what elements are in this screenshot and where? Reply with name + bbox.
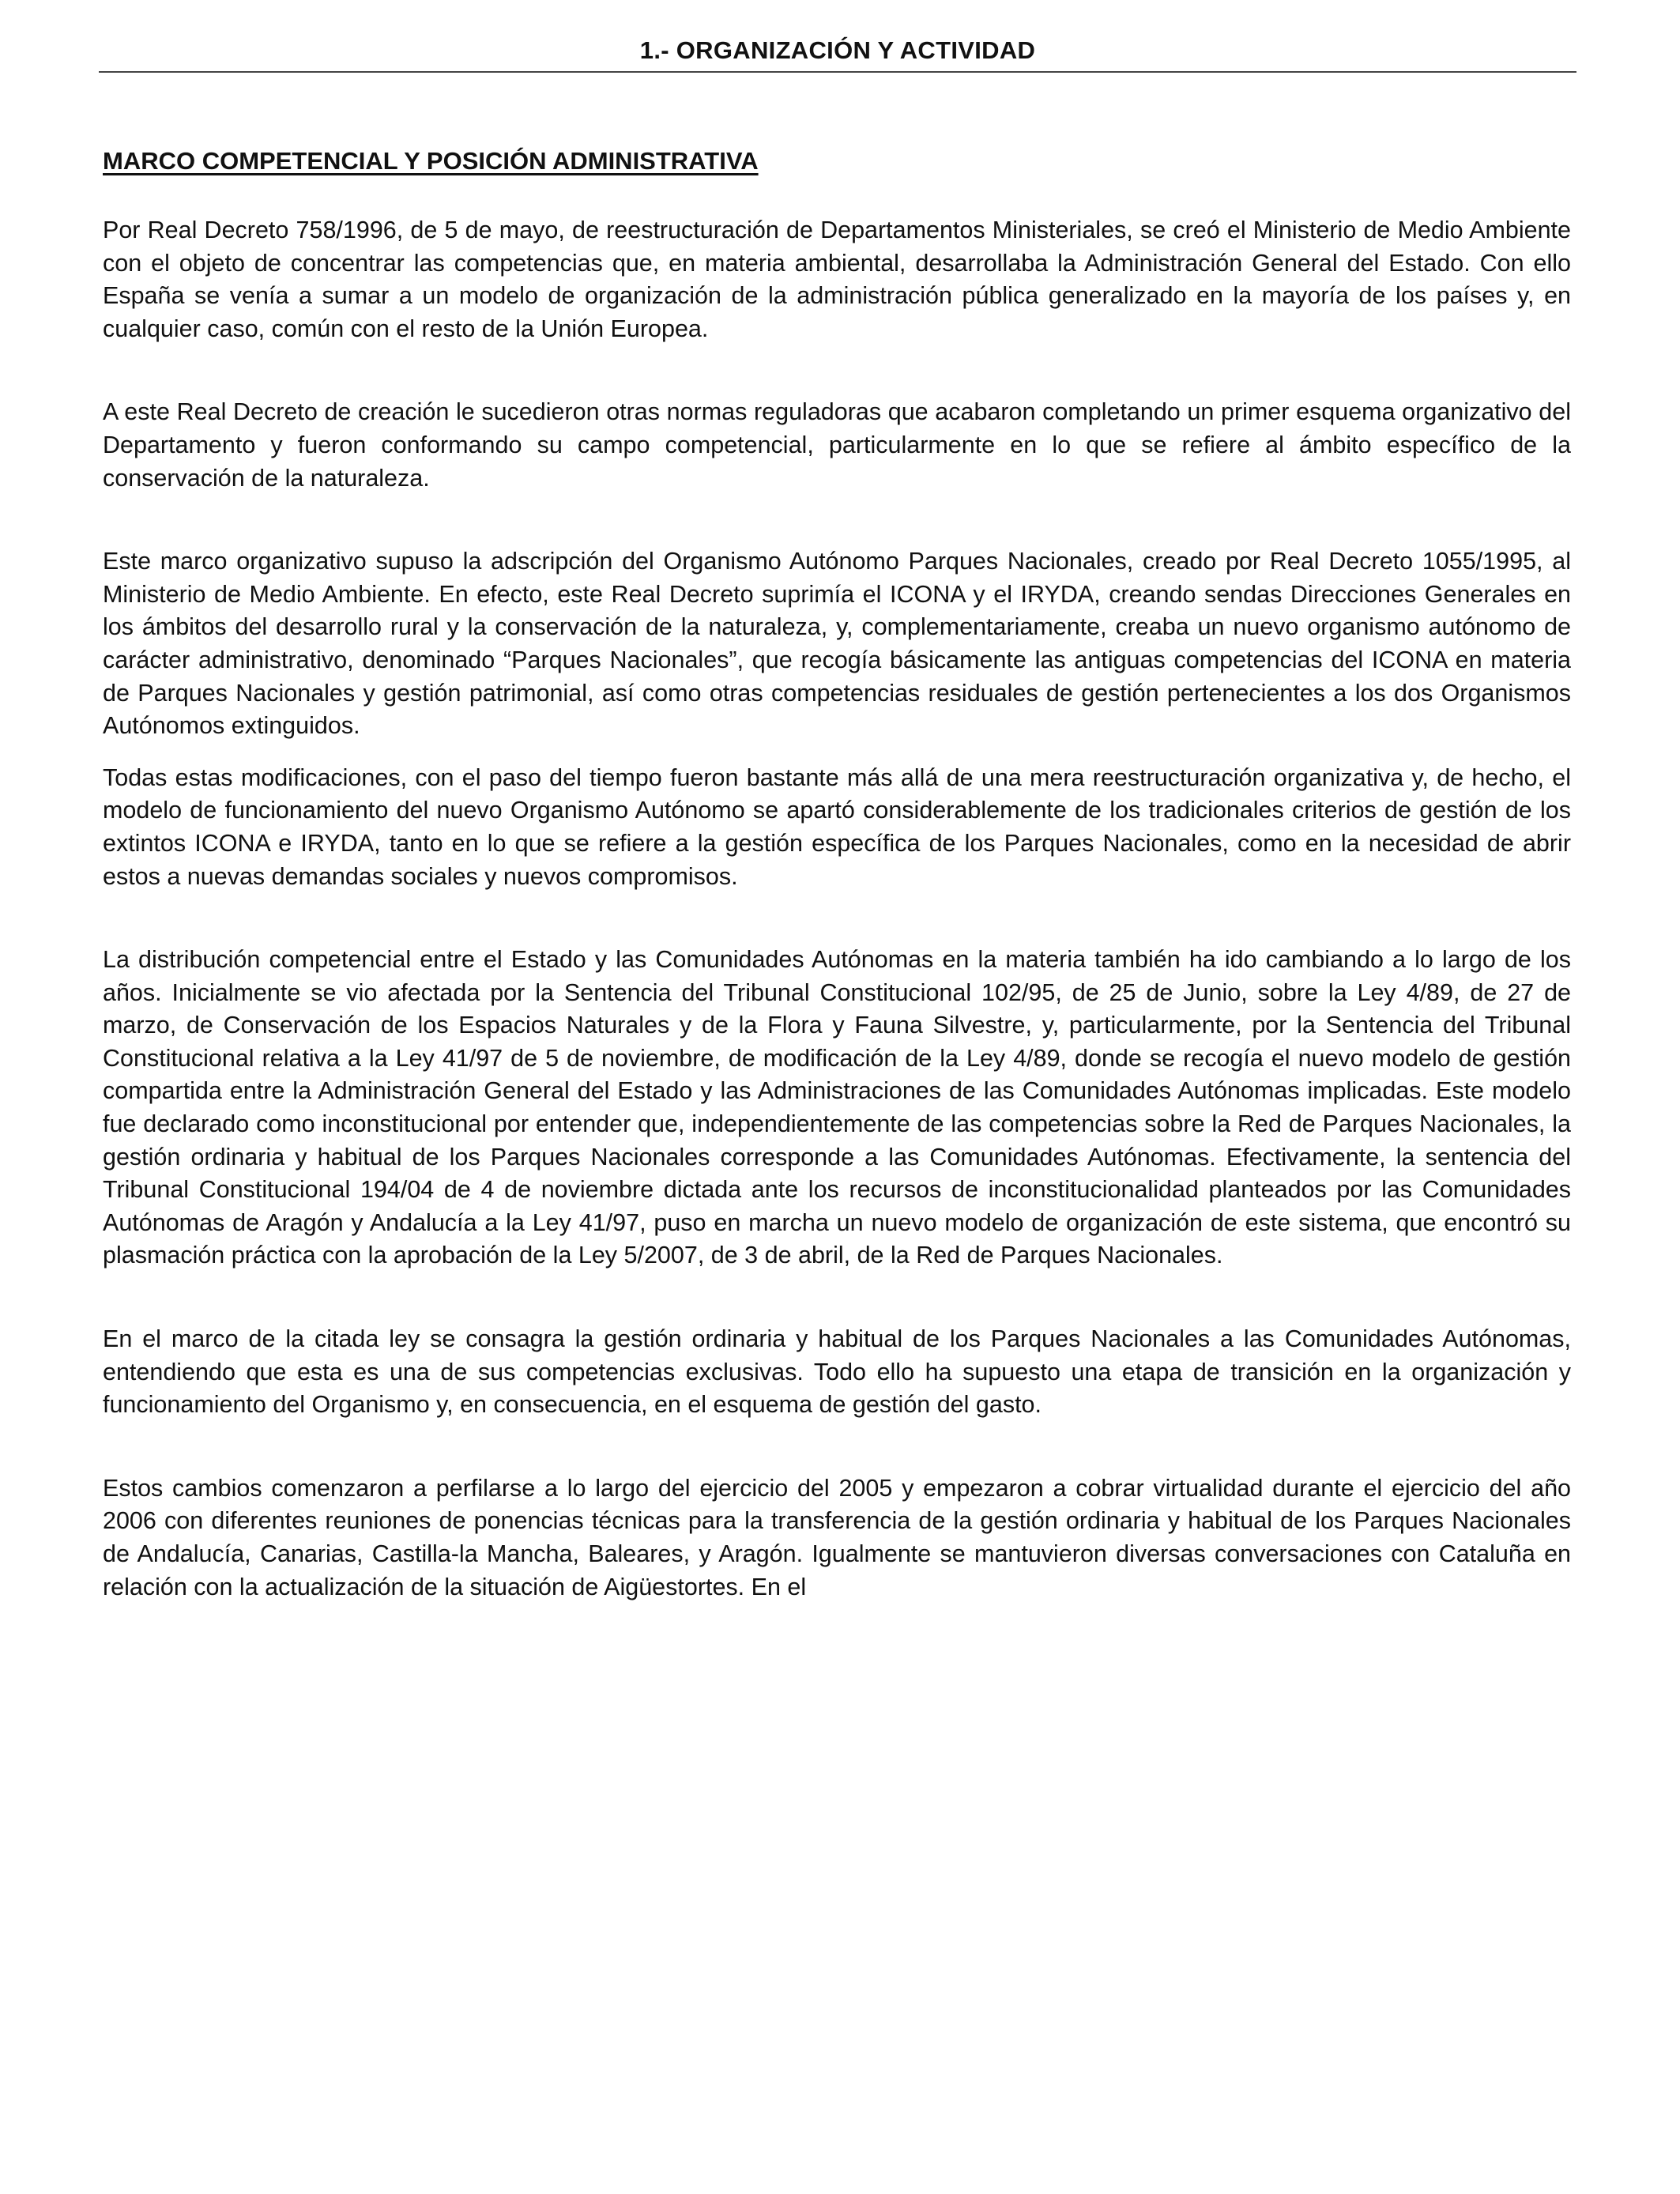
page-title: 1.- ORGANIZACIÓN Y ACTIVIDAD <box>639 36 1036 64</box>
paragraph-marco-ley: En el marco de la citada ley se consagra la gestión ordinaria y habitual de los Parques Nacionales a las Comunidades Autónomas, entendiendo que esta es una de sus competencias exclusivas. Todo ello ha supuesto una etapa de transición en la organización y funcionamiento del Organismo y, en consecuencia, en el esquema de gestión del gasto. <box>103 1325 1571 1419</box>
paragraph-modificaciones: Todas estas modificaciones, con el paso del tiempo fueron bastante más allá de una mera reestructuración organizativa y, de hecho, el modelo de funcionamiento del nuevo Organismo Autónomo se apartó considerablemente de los tradicionales criterios de gestión de los extintos ICONA e IRYDA, tanto en lo que se refiere a la gestión específica de los Parques Nacionales, como en la necesidad de abrir estos a nuevas demandas sociales y nuevos compromisos. <box>103 763 1571 890</box>
paragraph-cambios-2005: Estos cambios comenzaron a perfilarse a lo largo del ejercicio del 2005 y empezaron a cobrar virtualidad durante el ejercicio del año 2006 con diferentes reuniones de ponencias técnicas para la transferencia de la gestión ordinaria y habitual de los Parques Nacionales de Andalucía, Canarias, Castilla-la Mancha, Baleares, y Aragón. Igualmente se mantuvieron diversas conversaciones con Cataluña en relación con la actualización de la situación de Aigüestortes. En el <box>103 1474 1571 1600</box>
paragraph-distribucion-competencial: La distribución competencial entre el Estado y las Comunidades Autónomas en la materia también ha ido cambiando a lo largo de los años. Inicialmente se vio afectada por la Sentencia del Tribunal Constitucional 102/95, de 25 de Junio, sobre la Ley 4/89, de 27 de marzo, de Conservación de los Espacios Naturales y de la Flora y Fauna Silvestre, y, particularmente, por la Sentencia del Tribunal Constitucional relativa a la Ley 41/97 de 5 de noviembre, de modificación de la Ley 4/89, donde se recogía el nuevo modelo de gestión compartida entre la Administración General del Estado y las Administraciones de las Comunidades Autónomas implicadas. Este modelo fue declarado como inconstitucional por entender que, independientemente de las competencias sobre la Red de Parques Nacionales, la gestión ordinaria y habitual de los Parques Nacionales corresponde a las Comunidades Autónomas. Efectivamente, la sentencia del Tribunal Constitucional 194/04 de 4 de noviembre dictada ante los recursos de inconstitucionalidad planteados por las Comunidades Autónomas de Aragón y Andalucía a la Ley 41/97, puso en marcha un nuevo modelo de organización de este sistema, que encontró su plasmación práctica con la aprobación de la Ley 5/2007, de 3 de abril, de la Red de Parques Nacionales. <box>103 946 1571 1269</box>
paragraph-marco-organizativo: Este marco organizativo supuso la adscripción del Organismo Autónomo Parques Nacionales, creado por Real Decreto 1055/1995, al Ministerio de Medio Ambiente. En efecto, este Real Decreto suprimía el ICONA y el IRYDA, creando sendas Direcciones Generales en los ámbitos del desarrollo rural y la conservación de la naturaleza, y, complementariamente, creaba un nuevo organismo autónomo de carácter administrativo, denominado “Parques Nacionales”, que recogía básicamente las antiguas competencias del ICONA en materia de Parques Nacionales y gestión patrimonial, así como otras competencias residuales de gestión pertenecientes a los dos Organismos Autónomos extinguidos. <box>103 548 1571 740</box>
paragraph-real-decreto-758: Por Real Decreto 758/1996, de 5 de mayo, de reestructuración de Departamentos Ministeriales, se creó el Ministerio de Medio Ambiente con el objeto de concentrar las competencias que, en materia ambiental, desarrollaba la Administración General del Estado. Con ello España se venía a sumar a un modelo de organización de la administración pública generalizado en la mayoría de los países y, en cualquier caso, común con el resto de la Unión Europea. <box>103 217 1571 342</box>
page-header <box>99 35 1576 73</box>
document-body <box>103 145 1571 1604</box>
section-heading: MARCO COMPETENCIAL Y POSICIÓN ADMINISTRATIVA <box>103 147 759 175</box>
paragraph-normas-reguladoras: A este Real Decreto de creación le sucedieron otras normas reguladoras que acabaron completando un primer esquema organizativo del Departamento y fueron conformando su campo competencial, particularmente en lo que se refiere al ámbito específico de la conservación de la naturaleza. <box>103 398 1571 492</box>
